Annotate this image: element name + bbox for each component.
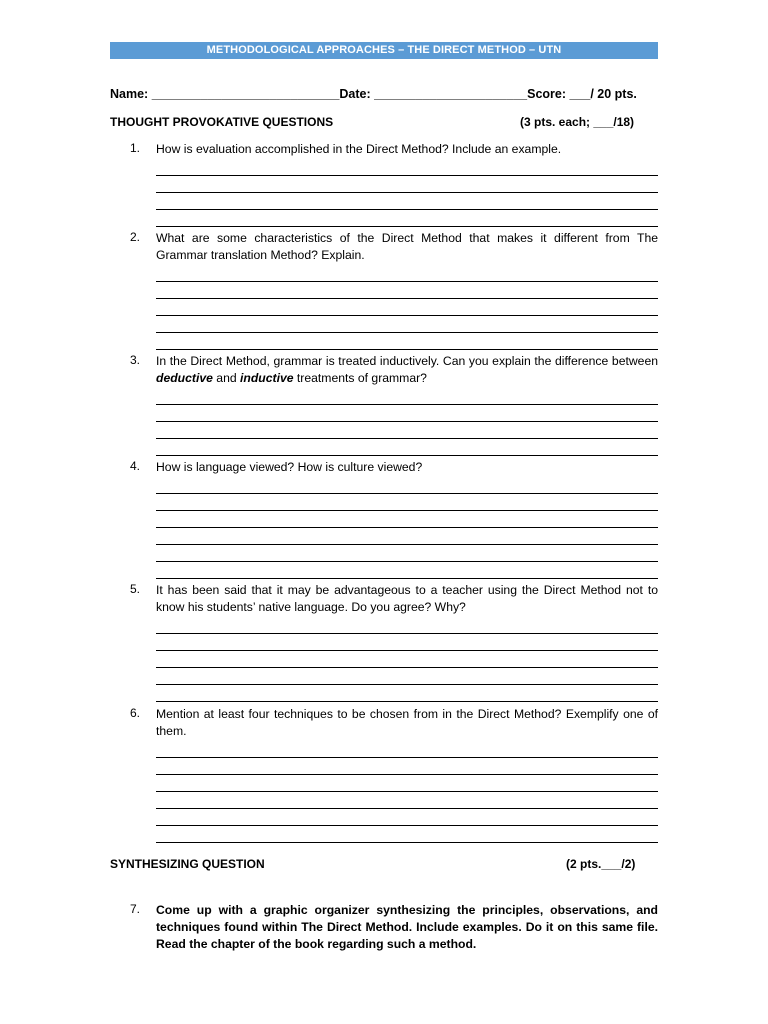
answer-line[interactable] [156,741,658,758]
answer-lines[interactable] [156,159,658,227]
answer-line[interactable] [156,562,658,579]
answer-line[interactable] [156,826,658,843]
answer-line[interactable] [156,775,658,792]
question-text: How is language viewed? How is culture viewed? [156,460,423,474]
answer-line[interactable] [156,477,658,494]
section-points: (2 pts.___/2) [566,857,636,871]
question-text-part: and [212,371,241,385]
answer-line[interactable] [156,388,658,405]
answer-line[interactable] [156,758,658,775]
question-text-part: In the Direct Method, grammar is treated inductively. Can you explain the difference between [156,354,658,368]
answer-line[interactable] [156,511,658,528]
answer-line[interactable] [156,333,658,350]
answer-lines[interactable] [156,617,658,702]
answer-lines[interactable] [156,741,658,843]
answer-line[interactable] [156,528,658,545]
section-points: (3 pts. each; ___/18) [520,115,635,129]
answer-line[interactable] [156,617,658,634]
answer-line[interactable] [156,299,658,316]
answer-line[interactable] [156,685,658,702]
answer-line[interactable] [156,651,658,668]
question-text: How is evaluation accomplished in the Direct Method? Include an example. [156,142,562,156]
emphasis-deductive: deductive [156,371,213,385]
question-number: 3. [130,353,141,367]
date-blank[interactable]: ______________________ [374,87,528,101]
answer-line[interactable] [156,193,658,210]
score-label: Score: ___/ 20 pts. [527,87,637,101]
date-label: Date: [339,87,371,101]
emphasis-inductive: inductive [240,371,294,385]
answer-line[interactable] [156,792,658,809]
section-title: THOUGHT PROVOKATIVE QUESTIONS [110,115,334,129]
answer-line[interactable] [156,282,658,299]
section-title: SYNTHESIZING QUESTION [110,857,265,871]
answer-line[interactable] [156,494,658,511]
question-number: 1. [130,141,141,155]
answer-line[interactable] [156,422,658,439]
question-number: 7. [130,902,141,916]
answer-line[interactable] [156,405,658,422]
answer-lines[interactable] [156,477,658,579]
answer-line[interactable] [156,176,658,193]
question-number: 2. [130,230,141,244]
question-text-part: treatments of grammar? [293,371,427,385]
answer-line[interactable] [156,316,658,333]
question-number: 4. [130,459,141,473]
question-text: Mention at least four techniques to be chosen from in the Direct Method? Exemplify one of them. [156,707,658,738]
answer-lines[interactable] [156,265,658,350]
section-synthesizing [110,857,658,875]
answer-line[interactable] [156,265,658,282]
question-number: 6. [130,706,141,720]
name-blank[interactable]: ___________________________ [151,87,340,101]
question-text: It has been said that it may be advantageous to a teacher using the Direct Method not to know his students’ native language. Do you agree? Why? [156,583,658,614]
answer-line[interactable] [156,210,658,227]
name-label: Name: [110,87,149,101]
answer-line[interactable] [156,159,658,176]
question-text [156,353,658,387]
question-number: 5. [130,582,141,596]
answer-line[interactable] [156,545,658,562]
answer-line[interactable] [156,809,658,826]
question-text: Come up with a graphic organizer synthesizing the principles, observations, and techniques found within The Direct Method. Include examples. Do it on this same file. Read the chapter of the book regarding such a method. [156,903,658,951]
answer-line[interactable] [156,634,658,651]
question-text: What are some characteristics of the Direct Method that makes it different from The Grammar translation Method? Explain. [156,231,658,262]
section-thought-provokative [110,115,658,133]
name-date-score-line [110,87,670,101]
answer-lines[interactable] [156,388,658,456]
answer-line[interactable] [156,668,658,685]
answer-line[interactable] [156,439,658,456]
header-title: METHODOLOGICAL APPROACHES – THE DIRECT METHOD – UTN [110,42,658,59]
